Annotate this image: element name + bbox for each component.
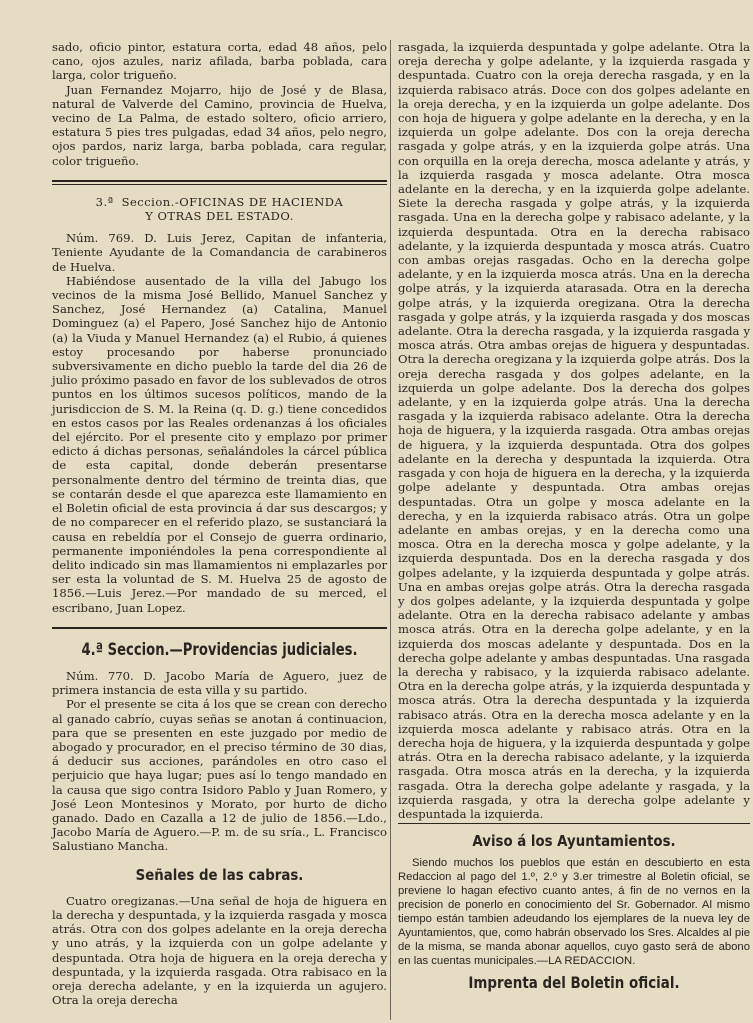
senales-continued: rasgada, la izquierda despuntada y golpe adelante. Otra la oreja derecha y golpe adelante, y la izquierda rasgada y despuntada. Cuatro con la oreja derecha rasgada, y en la izquierda rabisaco atrás. Doce con dos golpes adelante en la oreja derecha, y en la izquierda un golpe adelante. Dos con hoja de higuera y golpe adelante en la derecha, y en la izquierda un golpe adelante. Dos con la oreja derecha rasgada y golpe atrás, y en la izquierda golpe atrás. Una con orquilla en la oreja derecha, mosca adelante y atrás, y la izquierda rasgada y mosca adelante. Otra mosca adelante en la derecha, y en la izquierda golpe adelante. Siete la derecha rasgada y golpe atrás, y la izquierda rasgada. Una en la derecha golpe y rabisaco adelante, y la izquierda despuntada. Otra en la derecha rabisaco adelante, y la izquierda despuntada y mosca atrás. Cuatro con ambas orejas rasgadas. Ocho en la derecha golpe adelante, y en la izquierda mosca atrás. Una en la derecha golpe atrás, y la izquierda atarasada. Otra en la derecha golpe atrás, y la izquierda oregizana. Otra la derecha rasgada y golpe atrás, y la izquierda rasgada y dos moscas adelante. Otra la derecha rasgada, y la izquierda rasgada y mosca atrás. Otra ambas orejas de higuera y despuntadas. Otra la derecha oregizana y la izquierda golpe atrás. Dos la oreja derecha rasgada y dos golpes adelante, en la izquierda un golpe adelante. Dos la derecha dos golpes adelante, y en la izquierda golpe atrás. Una la derecha rasgada y la izquierda rabisaco adelante. Otra la derecha hoja de higuera, y la izquierda rasgada. Otra ambas orejas de higuera, y la izquierda despuntada. Otra dos golpes adelante en la derecha y despuntada la izquierda. Otra rasgada y con hoja de higuera en la derecha, y la izquierda golpe adelante y despuntada. Otra ambas orejas despuntadas. Otra un golpe y mosca adelante en la derecha, y en la izquierda rabisaco atrás. Otra un golpe adelante en ambas orejas, y en la derecha como una mosca. Otra en la derecha mosca y golpe adelante, y la izquierda despuntada. Dos en la derecha rasgada y dos golpes adelante, y la izquierda despuntada y golpe atrás. Una en ambas orejas golpe atrás. Otra la derecha rasgada y dos golpes adelante, y la izquierda despuntada y golpe adelante. Otra en la derecha rabisaco adelante y ambas mosca atrás. Otra en la derecha golpe adelante, y en la izquierda dos moscas adelante y despuntada. Dos en la derecha golpe adelante y ambas despuntadas. Una rasgada la derecha y rabisaco, y la izquierda rabisaco adelante. Otra en la derecha golpe atrás, y la izquierda despuntada y mosca atrás. Otra la derecha despuntada y la izquierda rabisaco atrás. Otra en la derecha mosca adelante y en la izquierda mosca adelante y rabisaco atrás. Otra en la derecha hoja de higuera, y la izquierda despuntada y golpe atrás. Otra en la derecha rabisaco adelante, y la izquierda rasgada. Otra mosca atrás en la derecha, y la izquierda rasgada. Otra la derecha golpe adelante y rasgada, y la izquierda rasgada, y otra la derecha golpe adelante y despuntada la izquierda.	[398, 40, 750, 821]
section-3-title-line1: Seccion.-OFICINAS DE HACIENDA	[121, 194, 344, 209]
notice-770-header: Núm. 770. D. Jacobo María de Aguero, juez de primera instancia de esta villa y su partido.	[52, 668, 387, 698]
section-divider-thin	[52, 184, 387, 185]
notice-770-body: Por el presente se cita á los que se crean con derecho al ganado cabrío, cuyas señas se anotan á continuacion, para que se presenten en este juzgado por medio de abogado y procurador, en el preciso término de 30 dias, á deducir sus acciones, parándoles en otro caso el perjuicio que haya lugar; pues así lo tengo mandado en la causa que sigo contra Isidoro Pablo y Juan Romero, y José Leon Montesinos y Morato, por hurto de dicho ganado. Dado en Cazalla a 12 de julio de 1856.—Ldo., Jacobo María de Aguero.—P. m. de su sría., L. Francisco Salustiano Mancha.	[52, 697, 387, 854]
section-3-title-line2: Y OTRAS DEL ESTADO.	[145, 209, 294, 224]
section-3-heading	[52, 195, 387, 209]
aviso-title: Aviso á los Ayuntamientos.	[472, 832, 676, 851]
senales-title: Señales de las cabras.	[135, 865, 304, 884]
imprenta-footer: Imprenta del Boletin oficial.	[468, 973, 680, 993]
left-column	[52, 40, 387, 1007]
section-4-title: 4.ª Seccion.—Providencias judiciales.	[81, 639, 358, 660]
notice-769-header: Núm. 769. D. Luis Jerez, Capitan de infanteria, Teniente Ayudante de la Comandancia de carabineros de Huelva.	[52, 231, 387, 274]
section-divider	[52, 180, 387, 182]
right-column	[398, 40, 750, 991]
column-divider	[390, 40, 391, 1020]
senales-body: Cuatro oregizanas.—Una señal de hoja de higuera en la derecha y despuntada, y la izquierda rasgada y mosca atrás. Otra con dos golpes adelante en la oreja derecha y uno atrás, y la izquierda con un golpe adelante y despuntada. Otra hoja de higuera en la oreja derecha y despuntada, y la izquierda rasgada. Otra rabisaco en la oreja derecha adelante, y en la izquierda un agujero. Otra la oreja derecha	[52, 893, 387, 1008]
descriptor-paragraph-2: Juan Fernandez Mojarro, hijo de José y de Blasa, natural de Valverde del Camino, provincia de Huelva, vecino de La Palma, de estado soltero, oficio arriero, estatura 5 pies tres pulgadas, edad 34 años, pelo negro, ojos pardos, nariz larga, barba poblada, cara regular, color trigueño.	[52, 82, 387, 168]
aviso-body: Siendo muchos los pueblos que están en descubierto en esta Redaccion al pago del 1.º, 2.º y 3.er trimestre al Boletin oficial, se previene lo hagan efectivo cuanto antes, á fin de no vernos en la precision de ponerlo en conocimiento del Sr. Gobernador. Al mismo tiempo están tambien adeudando los ejemplares de la nueva ley de Ayuntamientos, que, como habrán observado los Sres. Alcaldes al pie de la misma, se manda abonar aquellos, cuyo gasto será de abono en las cuentas municipales.—LA REDACCION.	[398, 857, 750, 968]
section-divider-2	[52, 627, 387, 629]
section-3-number: 3.ª	[95, 194, 114, 209]
aviso-divider	[398, 823, 750, 824]
notice-769-body: Habiéndose ausentado de la villa del Jabugo los vecinos de la misma José Bellido, Manuel Sanchez y Sanchez, José Hernandez (a) Catalina, Manuel Dominguez (a) el Papero, José Sanchez hijo de Antonio (a) la Viuda y Manuel Hernandez (a) el Rubio, á quienes estoy procesando por haberse pronunciado subversivamente en dicho pueblo la tarde del dia 26 de julio próximo pasado en favor de los sublevados de otros puntos en los últimos sucesos políticos, mando de la jurisdiccion de S. M. la Reina (q. D. g.) tiene concedidos en estos casos por las Reales ordenanzas á los oficiales del ejército. Por el presente cito y emplazo por primer edicto á dichas personas, señalándoles la cárcel pública de esta capital, donde deberán presentarse personalmente dentro del término de treinta dias, que se contarán desde el que aparezca este llamamiento en el Boletin oficial de esta provincia á dar sus descargos; y de no comparecer en el referido plazo, se sustanciará la causa en rebeldía por el Consejo de guerra ordinario, permanente imponiéndoles la pena correspondiente al delito indicado sin mas llamamientos ni emplazarles por ser esta la voluntad de S. M. Huelva 25 de agosto de 1856.—Luis Jerez.—Por mandado de su merced, el escribano, Juan Lopez.	[52, 273, 387, 615]
descriptor-paragraph: sado, oficio pintor, estatura corta, edad 48 años, pelo cano, ojos azules, nariz afilada, barba poblada, cara larga, color trigueño.	[52, 40, 387, 83]
